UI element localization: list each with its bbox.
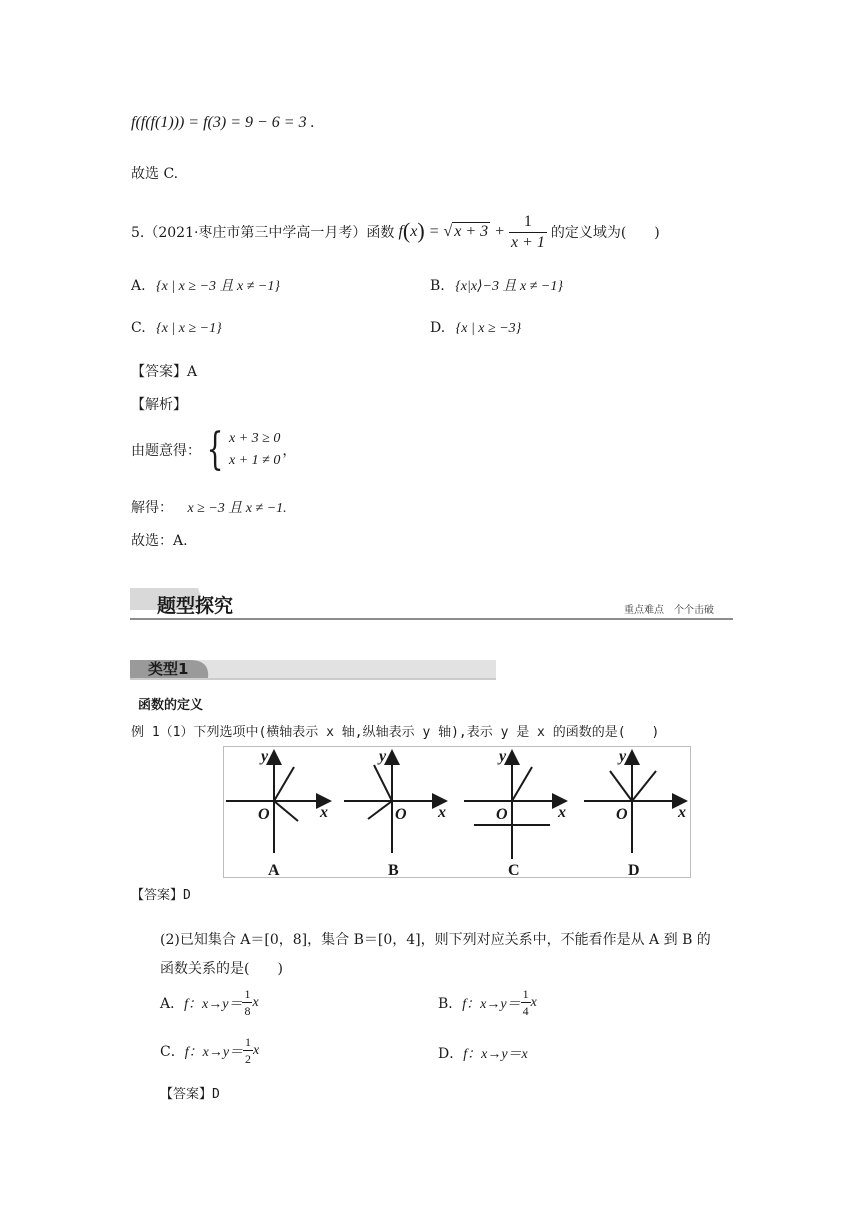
graph-d-y-label: y bbox=[619, 748, 627, 765]
option-a-label: A. bbox=[131, 278, 146, 294]
ex2-c-var: x bbox=[253, 1042, 260, 1058]
system-line-2: x + 1 ≠ 0 bbox=[229, 453, 281, 468]
option-a-text: {x | x ≥ −3 且 x ≠ −1} bbox=[156, 279, 280, 294]
option-b-text: {x|x⟩−3 且 x ≠ −1} bbox=[455, 279, 563, 294]
option-d-label: D. bbox=[430, 320, 446, 336]
graph-b-y-label: y bbox=[379, 748, 387, 765]
graph-a-label: A bbox=[268, 862, 280, 877]
option-c-text: {x | x ≥ −1} bbox=[156, 321, 222, 336]
graph-b-origin: O bbox=[395, 806, 407, 823]
example2-stem-line1: (2)已知集合 A＝[0，8]，集合 B＝[0，4]，则下列对应关系中，不能看作是从 A 到 B 的 bbox=[160, 932, 711, 948]
q5-option-c[interactable] bbox=[131, 320, 222, 337]
type-subtitle: 函数的定义 bbox=[138, 698, 204, 713]
example2-option-a[interactable] bbox=[160, 988, 259, 1017]
graph-a-y-label: y bbox=[261, 748, 269, 765]
ex2-b-var: x bbox=[530, 994, 537, 1010]
ex2-c-label: C． bbox=[160, 1043, 185, 1060]
graph-c-x-label: x bbox=[558, 804, 566, 821]
example2-option-d[interactable] bbox=[438, 1043, 528, 1063]
graph-c-label: C bbox=[508, 862, 520, 877]
graph-choices bbox=[223, 746, 691, 878]
section-title: 题型探究 bbox=[157, 595, 234, 617]
q5-stem-suffix: 的定义域为( ) bbox=[550, 225, 660, 241]
q5-stem-prefix: 5.（2021·枣庄市第三中学高一月考）函数 bbox=[131, 225, 395, 241]
q5-answer: 【答案】A bbox=[131, 364, 198, 380]
q5-conclusion: 故选：A. bbox=[131, 533, 188, 549]
example2-stem-line2: 函数关系的是( ) bbox=[160, 961, 283, 977]
example2-answer: 【答案】D bbox=[160, 1087, 220, 1102]
graph-b-x-label: x bbox=[438, 804, 446, 821]
q5-option-b[interactable] bbox=[430, 275, 563, 295]
option-b-label: B. bbox=[430, 278, 445, 294]
q5-option-a[interactable] bbox=[131, 275, 280, 295]
ex2-c-fraction: $\frac{1}{2}$ bbox=[245, 1035, 252, 1066]
graph-b[interactable] bbox=[344, 753, 444, 853]
graph-d[interactable] bbox=[584, 753, 684, 853]
graph-d-origin: O bbox=[616, 806, 628, 823]
q5-function-formula: f(x) = √ x + 3 + $\frac{1}{x + 1}$ bbox=[398, 212, 545, 251]
graph-c[interactable] bbox=[464, 753, 564, 859]
q5-fraction: $\frac{1}{x + 1}$ bbox=[510, 212, 545, 251]
q5-analysis-title: 【解析】 bbox=[131, 397, 187, 413]
ex2-c-map: f：x→y＝ bbox=[184, 1044, 244, 1060]
q5-stem bbox=[131, 212, 660, 252]
q5-analysis-system bbox=[131, 424, 297, 475]
ex2-a-fraction: $\frac{1}{8}$ bbox=[244, 987, 251, 1018]
prev-conclusion: 故选 C. bbox=[131, 166, 179, 182]
ex2-d-label: D． bbox=[438, 1046, 464, 1062]
system-brace: { bbox=[206, 424, 224, 475]
graph-d-label: D bbox=[628, 862, 640, 877]
solve-text: x ≥ −3 且 x ≠ −1. bbox=[187, 501, 287, 516]
calc-line: f(f(f(1))) = f(3) = 9 − 6 = 3 . bbox=[131, 114, 315, 131]
ex2-a-map: f：x→y＝ bbox=[184, 996, 243, 1012]
system-line-1: x + 3 ≥ 0 bbox=[229, 431, 281, 446]
q5-option-d[interactable] bbox=[430, 320, 521, 337]
ex2-a-var: x bbox=[252, 994, 259, 1010]
graph-d-x-label: x bbox=[678, 804, 686, 821]
q5-solve bbox=[131, 497, 287, 517]
graph-a-origin: O bbox=[258, 806, 270, 823]
ex2-d-text: f：x→y＝x bbox=[463, 1047, 528, 1062]
graph-c-origin: O bbox=[496, 806, 508, 823]
example1-answer: 【答案】D bbox=[131, 888, 191, 903]
example1-stem: 例 1（1）下列选项中(横轴表示 x 轴,纵轴表示 y 轴),表示 y 是 x 的函数的是( ) bbox=[131, 725, 660, 740]
example2-option-c[interactable] bbox=[160, 1036, 259, 1065]
system-comma: ， bbox=[282, 443, 297, 459]
ex2-a-label: A． bbox=[160, 995, 185, 1012]
example2-option-b[interactable] bbox=[438, 988, 537, 1017]
ex2-b-label: B． bbox=[438, 995, 463, 1012]
system-lines bbox=[229, 428, 280, 472]
section-right-text: 重点难点 个个击破 bbox=[624, 605, 714, 616]
option-c-label: C. bbox=[131, 320, 146, 336]
graph-a[interactable] bbox=[226, 753, 328, 853]
graph-c-y-label: y bbox=[499, 748, 507, 765]
option-d-text: {x | x ≥ −3} bbox=[455, 321, 522, 336]
ex2-b-map: f：x→y＝ bbox=[462, 996, 521, 1012]
type-label: 类型1 bbox=[148, 660, 189, 678]
graph-svg bbox=[224, 747, 690, 877]
ex2-b-fraction: $\frac{1}{4}$ bbox=[522, 987, 529, 1018]
graph-a-x-label: x bbox=[320, 804, 328, 821]
analysis-intro: 由题意得： bbox=[131, 443, 201, 459]
solve-label: 解得： bbox=[131, 500, 173, 516]
graph-b-label: B bbox=[388, 862, 399, 877]
